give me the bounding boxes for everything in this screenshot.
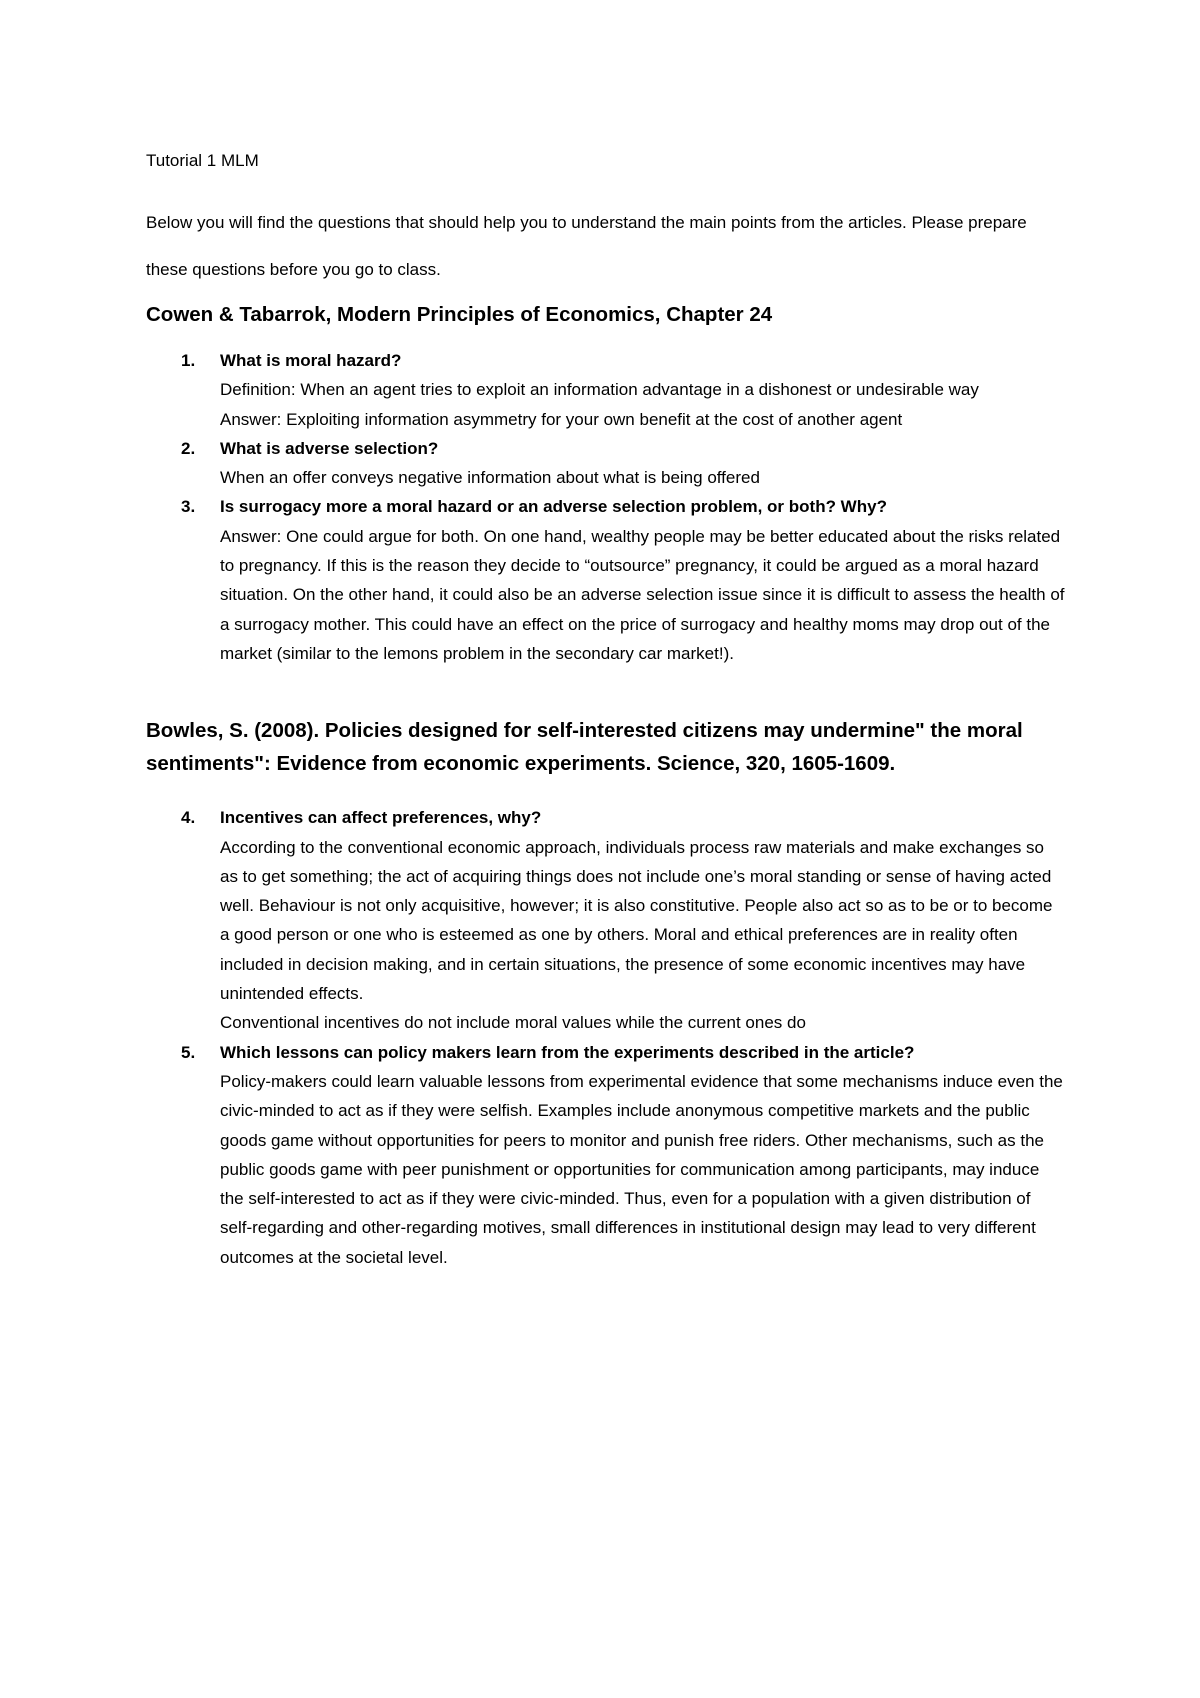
answer-text: Answer: One could argue for both. On one hand, wealthy people may be better educated about the risks related to pregnancy. If this is the reason they decide to “outsource” pregnancy, it could be argued as a moral hazard situation. On the other hand, it could also be an adverse selection issue since it is difficult to assess the health of a surrogacy mother. This could have an effect on the price of surrogacy and healthy moms may drop out of the market (similar to the lemons problem in the secondary car market!). xyxy=(220,526,1065,663)
answer-text: Answer: Exploiting information asymmetry for your own benefit at the cost of another agent xyxy=(220,409,903,429)
question-number: 5. xyxy=(181,1042,196,1062)
question-item-1 xyxy=(146,346,1066,434)
answer-text: Definition: When an agent tries to exploit an information advantage in a dishonest or undesirable way xyxy=(220,380,979,400)
question-list-section-2 xyxy=(146,803,1066,1272)
question-text: Incentives can affect preferences, why? xyxy=(220,808,542,828)
question-text: What is moral hazard? xyxy=(220,351,402,370)
question-item-3 xyxy=(146,492,1066,668)
document-body xyxy=(146,150,1066,1272)
question-text: Which lessons can policy makers learn from the experiments described in the article? xyxy=(220,1042,915,1062)
question-text: Is surrogacy more a moral hazard or an adverse selection problem, or both? Why? xyxy=(220,497,887,517)
question-item-4 xyxy=(146,803,1066,1037)
question-number: 3. xyxy=(181,497,196,517)
answer-text: Conventional incentives do not include moral values while the current ones do xyxy=(220,1013,806,1033)
question-list-section-1 xyxy=(146,346,1066,668)
question-number: 1. xyxy=(181,351,196,370)
intro-paragraph: Below you will find the questions that should help you to understand the main points from the articles. Please prepare these questions before you go to class. xyxy=(146,213,1027,279)
section-heading-cowen-tabarrok: Cowen & Tabarrok, Modern Principles of Economics, Chapter 24 xyxy=(146,303,773,326)
question-item-2 xyxy=(146,434,1066,493)
question-item-5 xyxy=(146,1038,1066,1272)
question-text: What is adverse selection? xyxy=(220,438,439,458)
answer-text: When an offer conveys negative information about what is being offered xyxy=(220,468,760,488)
question-number: 2. xyxy=(181,438,196,458)
document-title: Tutorial 1 MLM xyxy=(146,151,259,170)
answer-text: Policy-makers could learn valuable lessons from experimental evidence that some mechanisms induce even the civic-minded to act as if they were selfish. Examples include anonymous competitive markets and the public goods game without opportunities for peers to monitor and punish free riders. Other mechanisms, such as the public goods game with peer punishment or opportunities for communication among participants, may induce the self-interested to act as if they were civic-minded. Thus, even for a population with a given distribution of self-regarding and other-regarding motives, small differences in institutional design may lead to very different outcomes at the societal level. xyxy=(220,1071,1063,1267)
question-number: 4. xyxy=(181,808,196,828)
section-heading-bowles: Bowles, S. (2008). Policies designed for self-interested citizens may undermine" the moral sentiments": Evidence from economic experiments. Science, 320, 1605-1609. xyxy=(146,719,1023,776)
answer-text: According to the conventional economic approach, individuals process raw materials and make exchanges so as to get something; the act of acquiring things does not include one’s moral standing or sense of having acted well. Behaviour is not only acquisitive, however; it is also constitutive. People also act so as to be or to become a good person or one who is esteemed as one by others. Moral and ethical preferences are in reality often included in decision making, and in certain situations, the presence of some economic incentives may have unintended effects. xyxy=(220,837,1053,1004)
